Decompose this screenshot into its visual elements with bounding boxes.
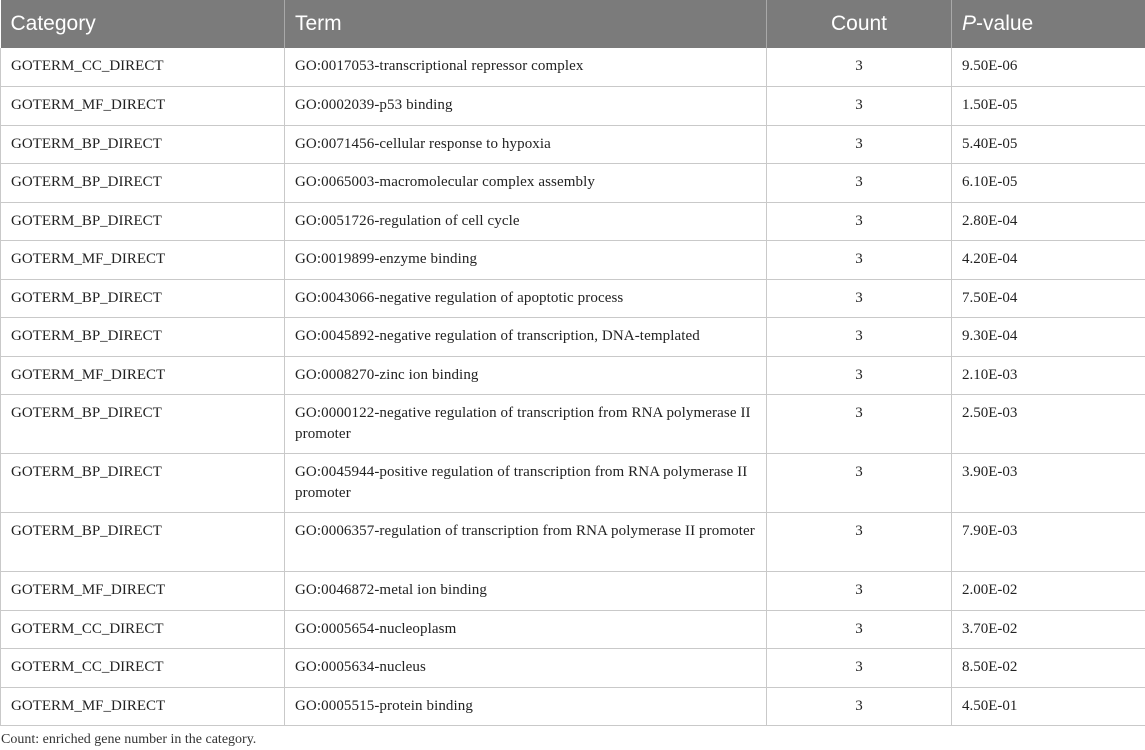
table-row bbox=[1, 356, 1145, 395]
cell-term: GO:0065003-macromolecular complex assembly bbox=[285, 164, 767, 203]
cell-pvalue: 2.10E-03 bbox=[952, 356, 1145, 395]
cell-pvalue: 2.00E-02 bbox=[952, 572, 1145, 611]
cell-pvalue: 7.90E-03 bbox=[952, 513, 1145, 572]
cell-term: GO:0045892-negative regulation of transcription, DNA-templated bbox=[285, 318, 767, 357]
table-row bbox=[1, 649, 1145, 688]
cell-term: GO:0045944-positive regulation of transcription from RNA polymerase II promoter bbox=[285, 454, 767, 513]
table-row bbox=[1, 395, 1145, 454]
cell-category: GOTERM_BP_DIRECT bbox=[1, 164, 285, 203]
cell-count: 3 bbox=[767, 87, 952, 126]
cell-category: GOTERM_BP_DIRECT bbox=[1, 202, 285, 241]
cell-pvalue: 6.10E-05 bbox=[952, 164, 1145, 203]
cell-term: GO:0006357-regulation of transcription from RNA polymerase II promoter bbox=[285, 513, 767, 572]
cell-category: GOTERM_MF_DIRECT bbox=[1, 241, 285, 280]
cell-count: 3 bbox=[767, 125, 952, 164]
cell-pvalue: 9.50E-06 bbox=[952, 48, 1145, 87]
table-row bbox=[1, 279, 1145, 318]
cell-term: GO:0051726-regulation of cell cycle bbox=[285, 202, 767, 241]
table-row bbox=[1, 164, 1145, 203]
cell-count: 3 bbox=[767, 241, 952, 280]
table-row bbox=[1, 125, 1145, 164]
header-pvalue-rest: -value bbox=[976, 12, 1034, 35]
header-count: Count bbox=[767, 0, 952, 48]
cell-count: 3 bbox=[767, 513, 952, 572]
cell-pvalue: 1.50E-05 bbox=[952, 87, 1145, 126]
table-row bbox=[1, 454, 1145, 513]
cell-pvalue: 2.50E-03 bbox=[952, 395, 1145, 454]
cell-term: GO:0005654-nucleoplasm bbox=[285, 610, 767, 649]
cell-category: GOTERM_MF_DIRECT bbox=[1, 687, 285, 726]
cell-count: 3 bbox=[767, 687, 952, 726]
table-header bbox=[1, 0, 1145, 48]
cell-pvalue: 2.80E-04 bbox=[952, 202, 1145, 241]
cell-term: GO:0043066-negative regulation of apoptotic process bbox=[285, 279, 767, 318]
cell-category: GOTERM_CC_DIRECT bbox=[1, 610, 285, 649]
cell-term: GO:0071456-cellular response to hypoxia bbox=[285, 125, 767, 164]
cell-term: GO:0005634-nucleus bbox=[285, 649, 767, 688]
header-term: Term bbox=[285, 0, 767, 48]
cell-count: 3 bbox=[767, 202, 952, 241]
cell-pvalue: 9.30E-04 bbox=[952, 318, 1145, 357]
cell-pvalue: 8.50E-02 bbox=[952, 649, 1145, 688]
header-category: Category bbox=[10, 12, 96, 35]
table-row bbox=[1, 687, 1145, 726]
table-row bbox=[1, 572, 1145, 611]
table-footnote: Count: enriched gene number in the category. bbox=[1, 732, 257, 747]
cell-count: 3 bbox=[767, 318, 952, 357]
table-row bbox=[1, 513, 1145, 572]
table-row bbox=[1, 87, 1145, 126]
cell-pvalue: 3.70E-02 bbox=[952, 610, 1145, 649]
cell-category: GOTERM_MF_DIRECT bbox=[1, 572, 285, 611]
cell-count: 3 bbox=[767, 395, 952, 454]
cell-pvalue: 4.20E-04 bbox=[952, 241, 1145, 280]
cell-count: 3 bbox=[767, 164, 952, 203]
cell-category: GOTERM_BP_DIRECT bbox=[1, 513, 285, 572]
table-row bbox=[1, 241, 1145, 280]
cell-count: 3 bbox=[767, 649, 952, 688]
cell-category: GOTERM_BP_DIRECT bbox=[1, 279, 285, 318]
table-row bbox=[1, 610, 1145, 649]
cell-pvalue: 3.90E-03 bbox=[952, 454, 1145, 513]
cell-count: 3 bbox=[767, 48, 952, 87]
cell-term: GO:0017053-transcriptional repressor complex bbox=[285, 48, 767, 87]
table-row bbox=[1, 48, 1145, 87]
cell-pvalue: 4.50E-01 bbox=[952, 687, 1145, 726]
cell-count: 3 bbox=[767, 610, 952, 649]
header-pvalue bbox=[952, 0, 1145, 48]
table-row bbox=[1, 202, 1145, 241]
cell-term: GO:0005515-protein binding bbox=[285, 687, 767, 726]
cell-count: 3 bbox=[767, 356, 952, 395]
cell-category: GOTERM_BP_DIRECT bbox=[1, 125, 285, 164]
cell-pvalue: 7.50E-04 bbox=[952, 279, 1145, 318]
header-pvalue-italic: P bbox=[962, 12, 977, 35]
cell-count: 3 bbox=[767, 279, 952, 318]
cell-term: GO:0019899-enzyme binding bbox=[285, 241, 767, 280]
table-row bbox=[1, 318, 1145, 357]
cell-category: GOTERM_MF_DIRECT bbox=[1, 87, 285, 126]
cell-category: GOTERM_BP_DIRECT bbox=[1, 318, 285, 357]
cell-term: GO:0008270-zinc ion binding bbox=[285, 356, 767, 395]
header-row bbox=[1, 0, 1145, 48]
cell-category: GOTERM_BP_DIRECT bbox=[1, 454, 285, 513]
cell-count: 3 bbox=[767, 572, 952, 611]
cell-category: GOTERM_CC_DIRECT bbox=[1, 649, 285, 688]
table-body bbox=[1, 48, 1145, 726]
cell-category: GOTERM_BP_DIRECT bbox=[1, 395, 285, 454]
cell-term: GO:0002039-p53 binding bbox=[285, 87, 767, 126]
cell-category: GOTERM_CC_DIRECT bbox=[1, 48, 285, 87]
cell-count: 3 bbox=[767, 454, 952, 513]
cell-category: GOTERM_MF_DIRECT bbox=[1, 356, 285, 395]
cell-pvalue: 5.40E-05 bbox=[952, 125, 1145, 164]
cell-term: GO:0046872-metal ion binding bbox=[285, 572, 767, 611]
cell-term: GO:0000122-negative regulation of transcription from RNA polymerase II promoter bbox=[285, 395, 767, 454]
